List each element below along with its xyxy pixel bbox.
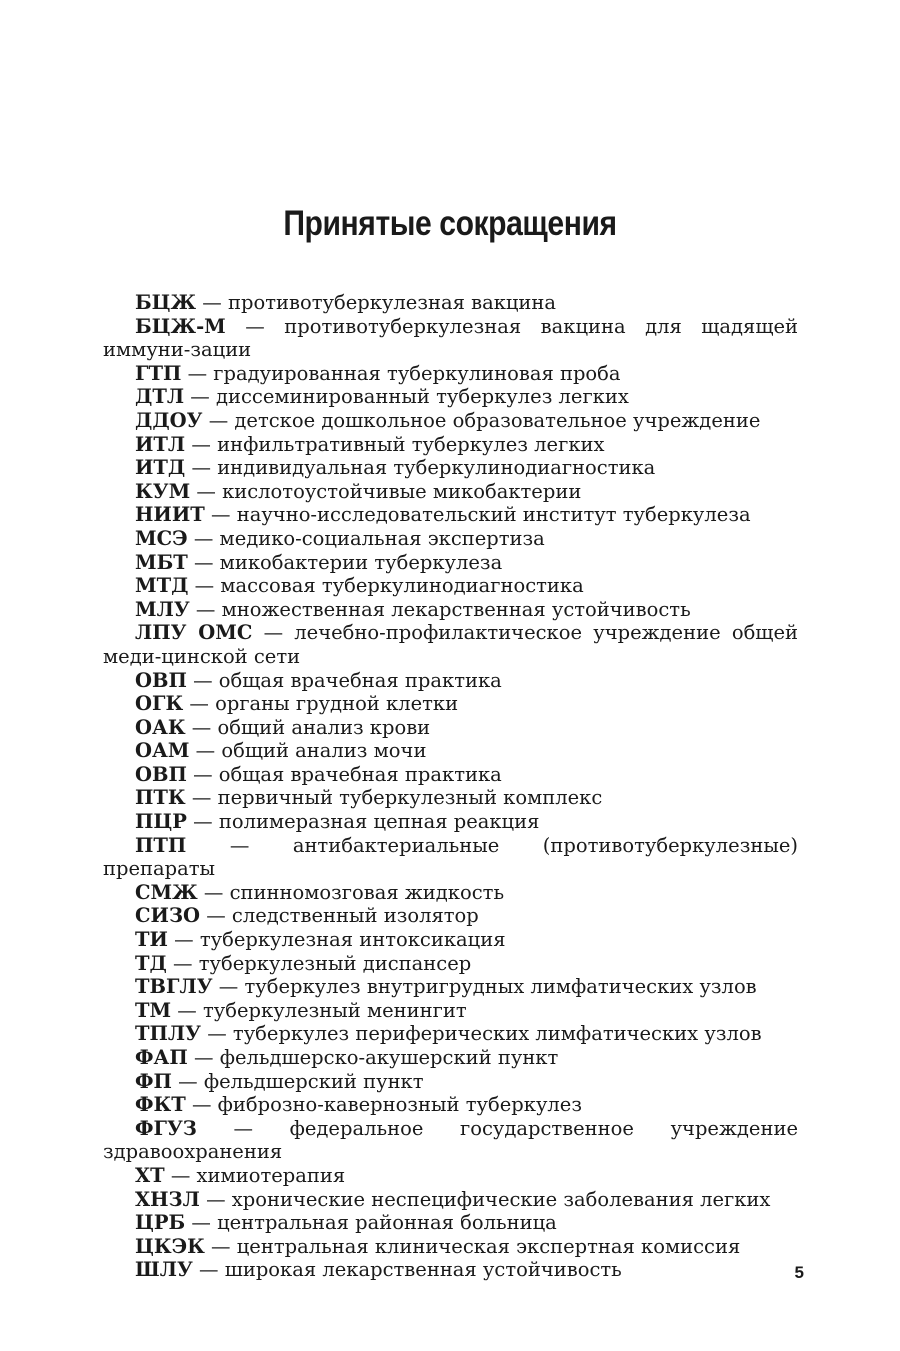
- abbreviation-term: ХТ: [135, 1163, 165, 1187]
- abbreviation-entry: МСЭ — медико-социальная экспертиза: [135, 526, 545, 550]
- abbreviation-definition: туберкулезный менингит: [203, 998, 467, 1022]
- abbreviation-entry: ХНЗЛ — хронические неспецифические заболевания легких: [135, 1187, 771, 1211]
- abbreviation-term: МБТ: [135, 550, 188, 574]
- abbreviation-term: ШЛУ: [135, 1258, 193, 1282]
- abbreviation-definition: следственный изолятор: [231, 904, 479, 928]
- abbreviation-term: МЛУ: [135, 597, 190, 621]
- abbreviation-definition: медико-социальная экспертиза: [219, 526, 545, 550]
- abbreviation-term: БЦЖ-М: [135, 314, 226, 338]
- abbreviation-term: ДТЛ: [135, 385, 185, 409]
- abbreviation-entry: ФП — фельдшерский пункт: [135, 1069, 424, 1093]
- abbreviation-definition: туберкулез периферических лимфатических узлов: [232, 1022, 762, 1046]
- abbreviation-definition: общая врачебная практика: [218, 762, 502, 786]
- abbreviation-entry: МБТ — микобактерии туберкулеза: [135, 550, 503, 574]
- abbreviation-entry: ФГУЗ — федеральное государственное учреждение здравоохранения: [103, 1116, 798, 1164]
- abbreviation-entry: МТД — массовая туберкулинодиагностика: [135, 574, 584, 598]
- abbreviation-term: КУМ: [135, 479, 191, 503]
- abbreviation-term: МСЭ: [135, 526, 188, 550]
- abbreviation-entry: БЦЖ — противотуберкулезная вакцина: [135, 291, 557, 314]
- abbreviation-definition: антибактериальные (противотуберкулезные) препараты: [103, 833, 798, 881]
- abbreviation-definition: широкая лекарственная устойчивость: [224, 1258, 622, 1282]
- abbreviation-term: ГТП: [135, 361, 182, 385]
- abbreviation-term: ХНЗЛ: [135, 1187, 200, 1211]
- abbreviation-definition: лечебно-профилактическое учреждение общей меди-цинской сети: [103, 621, 798, 668]
- abbreviation-definition: градуированная туберкулиновая проба: [213, 361, 621, 385]
- abbreviation-entry: ПТП — антибактериальные (противотуберкулезные) препараты: [103, 833, 798, 881]
- abbreviation-term: ТМ: [135, 998, 172, 1022]
- abbreviation-entry: ТВГЛУ — туберкулез внутригрудных лимфатических узлов: [135, 975, 757, 999]
- abbreviation-entry: ШЛУ — широкая лекарственная устойчивость: [135, 1258, 622, 1282]
- abbreviation-definition: кислотоустойчивые микобактерии: [222, 479, 582, 503]
- abbreviation-definition: общий анализ крови: [217, 715, 431, 739]
- abbreviation-definition: первичный туберкулезный комплекс: [217, 786, 603, 810]
- page-number: 5: [794, 1263, 804, 1282]
- abbreviation-definition: противотуберкулезная вакцина для щадящей иммуни-зации: [103, 314, 798, 362]
- abbreviation-term: ПЦР: [135, 810, 187, 834]
- abbreviation-term: ЦКЭК: [135, 1234, 205, 1258]
- abbreviation-entry: ОВП — общая врачебная практика: [135, 762, 502, 786]
- abbreviation-entry: ГТП — градуированная туберкулиновая проба: [135, 361, 621, 385]
- abbreviation-entry: СИЗО — следственный изолятор: [135, 904, 479, 928]
- abbreviation-entry: ОАМ — общий анализ мочи: [135, 739, 427, 763]
- abbreviation-definition: массовая туберкулинодиагностика: [220, 574, 584, 598]
- abbreviation-entry: ДТЛ — диссеминированный туберкулез легких: [135, 385, 629, 409]
- abbreviation-term: ОВП: [135, 668, 187, 692]
- abbreviation-term: ТИ: [135, 928, 168, 952]
- abbreviation-term: ИТД: [135, 456, 186, 480]
- abbreviation-entry: ТМ — туберкулезный менингит: [135, 998, 467, 1022]
- abbreviation-definition: детское дошкольное образовательное учреждение: [234, 408, 761, 432]
- abbreviation-definition: центральная районная больница: [217, 1211, 557, 1235]
- abbreviation-entry: ЦРБ — центральная районная больница: [135, 1211, 557, 1235]
- abbreviation-definition: общий анализ мочи: [221, 739, 427, 763]
- page-title: Принятые сокращения: [283, 204, 617, 243]
- abbreviation-term: ЛПУ ОМС: [135, 621, 253, 645]
- abbreviation-entry: ХТ — химиотерапия: [135, 1163, 346, 1187]
- abbreviation-definition: федеральное государственное учреждение здравоохранения: [103, 1116, 798, 1164]
- abbreviation-definition: центральная клиническая экспертная комиссия: [236, 1234, 741, 1258]
- abbreviation-definition: туберкулез внутригрудных лимфатических узлов: [244, 975, 757, 999]
- abbreviation-term: ФГУЗ: [135, 1116, 197, 1140]
- abbreviation-entry: БЦЖ-М — противотуберкулезная вакцина для щадящей иммуни-зации: [103, 314, 798, 362]
- abbreviation-entry: КУМ — кислотоустойчивые микобактерии: [135, 479, 582, 503]
- abbreviation-term: ТПЛУ: [135, 1022, 201, 1046]
- abbreviation-definition: фельдшерско-акушерский пункт: [219, 1046, 559, 1069]
- abbreviation-definition: полимеразная цепная реакция: [218, 810, 540, 834]
- abbreviation-term: ПТК: [135, 786, 186, 810]
- abbreviation-entry: ОВП — общая врачебная практика: [135, 668, 502, 692]
- abbreviation-term: ОАМ: [135, 739, 190, 763]
- abbreviation-entry: МЛУ — множественная лекарственная устойчивость: [135, 597, 691, 621]
- abbreviation-term: ПТП: [135, 833, 187, 857]
- abbreviation-definition: индивидуальная туберкулинодиагностика: [217, 456, 656, 480]
- abbreviation-term: ОАК: [135, 715, 186, 739]
- abbreviation-entry: ДДОУ — детское дошкольное образовательное учреждение: [135, 408, 761, 432]
- abbreviation-entry: ТПЛУ — туберкулез периферических лимфатических узлов: [135, 1022, 762, 1046]
- abbreviation-term: СИЗО: [135, 904, 200, 928]
- abbreviation-definition: инфильтративный туберкулез легких: [217, 432, 605, 456]
- abbreviation-definition: фиброзно-кавернозный туберкулез: [217, 1093, 582, 1117]
- abbreviation-term: ФП: [135, 1069, 172, 1093]
- abbreviation-entry: ПЦР — полимеразная цепная реакция: [135, 810, 540, 834]
- abbreviation-term: ЦРБ: [135, 1211, 186, 1235]
- abbreviation-definition: органы грудной клетки: [215, 692, 459, 716]
- abbreviation-term: ОГК: [135, 692, 184, 716]
- abbreviation-definition: туберкулезная интоксикация: [199, 928, 506, 952]
- abbreviation-definition: химиотерапия: [196, 1163, 346, 1187]
- abbreviation-entry: ЦКЭК — центральная клиническая экспертная комиссия: [135, 1234, 741, 1258]
- abbreviation-definition: противотуберкулезная вакцина: [228, 291, 557, 314]
- abbreviation-term: ОВП: [135, 762, 187, 786]
- abbreviation-definition: диссеминированный туберкулез легких: [216, 385, 629, 409]
- abbreviation-term: ДДОУ: [135, 408, 203, 432]
- abbreviation-term: НИИТ: [135, 503, 205, 527]
- abbreviation-term: ТВГЛУ: [135, 975, 213, 999]
- abbreviation-entry: ТИ — туберкулезная интоксикация: [135, 928, 506, 952]
- abbreviation-entry: ОГК — органы грудной клетки: [135, 692, 459, 716]
- abbreviation-entry: НИИТ — научно-исследовательский институт туберкулеза: [135, 503, 751, 527]
- abbreviation-entry: ЛПУ ОМС — лечебно-профилактическое учреждение общей меди-цинской сети: [103, 621, 798, 668]
- abbreviation-term: ФАП: [135, 1046, 188, 1069]
- abbreviation-entry: ИТЛ — инфильтративный туберкулез легких: [135, 432, 605, 456]
- abbreviation-entry: ПТК — первичный туберкулезный комплекс: [135, 786, 603, 810]
- abbreviation-term: ИТЛ: [135, 432, 186, 456]
- abbreviation-definition: спинномозговая жидкость: [229, 880, 505, 904]
- abbreviation-entry: ФАП — фельдшерско-акушерский пункт: [135, 1046, 559, 1069]
- abbreviation-term: ФКТ: [135, 1093, 186, 1117]
- abbreviation-entry: ФКТ — фиброзно-кавернозный туберкулез: [135, 1093, 582, 1117]
- abbreviation-entry: ТД — туберкулезный диспансер: [135, 951, 472, 975]
- abbreviation-term: ТД: [135, 951, 167, 975]
- abbreviation-entry: ИТД — индивидуальная туберкулинодиагностика: [135, 456, 656, 480]
- abbreviation-definition: множественная лекарственная устойчивость: [221, 597, 691, 621]
- abbreviation-term: БЦЖ: [135, 291, 197, 314]
- abbreviation-definition: фельдшерский пункт: [203, 1069, 424, 1093]
- abbreviation-term: СМЖ: [135, 880, 198, 904]
- abbreviation-entry: СМЖ — спинномозговая жидкость: [135, 880, 505, 904]
- abbreviation-list: [103, 291, 798, 1282]
- abbreviation-definition: микобактерии туберкулеза: [219, 550, 503, 574]
- abbreviation-term: МТД: [135, 574, 189, 598]
- abbreviation-definition: хронические неспецифические заболевания легких: [231, 1187, 771, 1211]
- abbreviation-entry: ОАК — общий анализ крови: [135, 715, 431, 739]
- abbreviation-definition: общая врачебная практика: [218, 668, 502, 692]
- abbreviation-definition: научно-исследовательский институт туберкулеза: [236, 503, 751, 527]
- abbreviation-definition: туберкулезный диспансер: [198, 951, 472, 975]
